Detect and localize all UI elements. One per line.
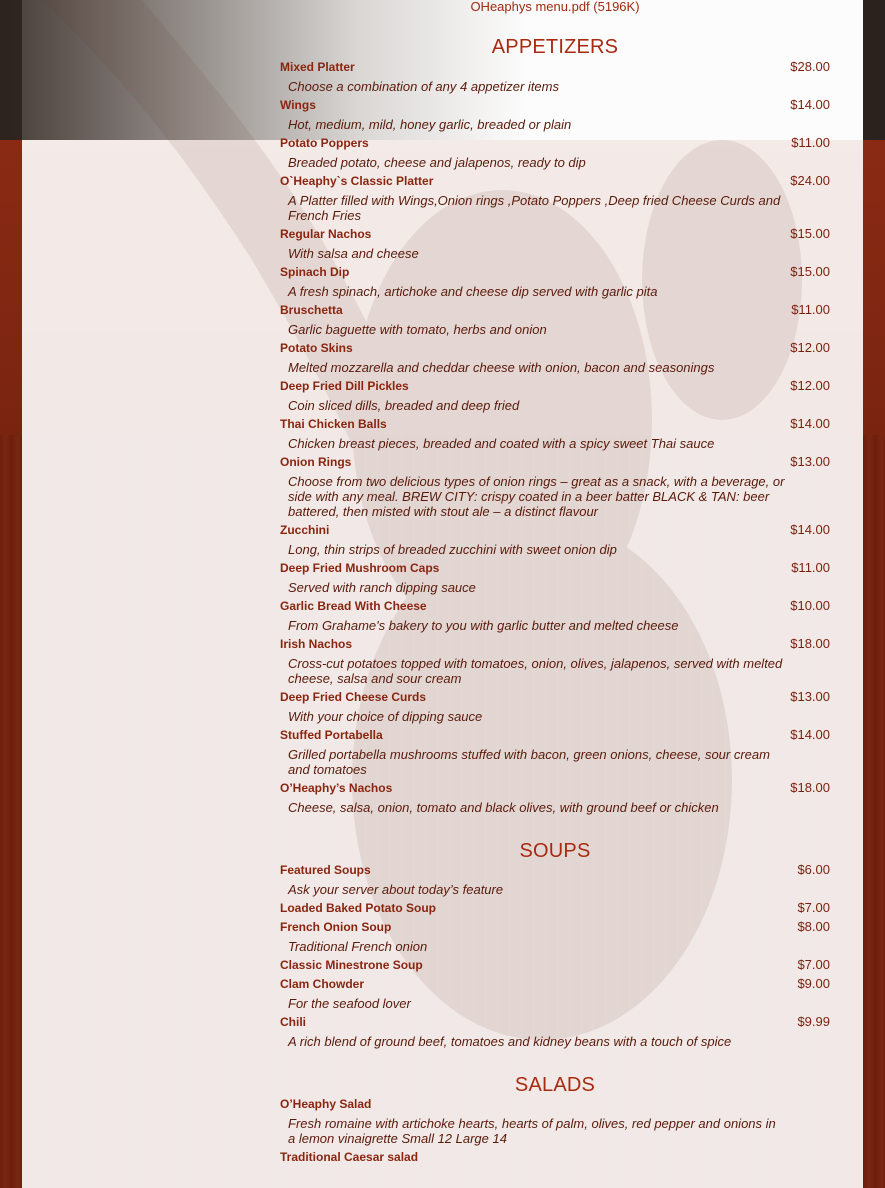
menu-item [280,1097,830,1150]
item-description: Ask your server about today’s feature [288,882,504,897]
item-name: Irish Nachos [280,637,353,651]
menu-item [280,523,830,561]
item-name: Thai Chicken Balls [280,417,387,431]
menu-section-soups [280,839,830,1053]
item-price: $12.00 [790,340,830,355]
section-title: APPETIZERS [491,36,619,58]
item-description: Garlic baguette with tomato, herbs and onion [288,322,547,337]
item-description: Cheese, salsa, onion, tomato and black olives, with ground beef or chicken [288,800,719,815]
item-price: $14.00 [790,522,830,537]
item-description: Chicken breast pieces, breaded and coated with a spicy sweet Thai sauce [288,436,715,451]
item-name: Wings [280,98,316,112]
item-description: Grilled portabella mushrooms stuffed with bacon, green onions, cheese, sour cream and tomatoes [288,747,770,777]
item-price: $13.00 [790,689,830,704]
item-price: $18.00 [790,636,830,651]
item-name: Deep Fried Cheese Curds [280,690,427,704]
item-description: From Grahame's bakery to you with garlic butter and melted cheese [288,618,679,633]
item-name: O’Heaphy’s Nachos [280,781,393,795]
item-name: Chili [280,1015,306,1029]
item-name: French Onion Soup [280,920,392,934]
item-price: $11.00 [791,302,830,317]
section-title: SALADS [514,1074,596,1096]
menu-item [280,341,830,379]
menu-item [280,599,830,637]
item-price: $11.00 [791,560,830,575]
menu-content [280,0,830,1169]
item-price: $6.00 [797,862,830,877]
item-description: Choose from two delicious types of onion rings – great as a snack, with a beverage, or side with any meal. BREW CITY: crispy coated in a beer batter BLACK & TAN: beer battered, then misted with stout ale – a distinct flavour [288,474,785,519]
menu-item [280,958,830,977]
item-description: For the seafood lover [288,996,411,1011]
item-name: Onion Rings [280,455,352,469]
item-price: $14.00 [790,416,830,431]
item-description: Melted mozzarella and cheddar cheese with onion, bacon and seasonings [288,360,715,375]
item-description: A rich blend of ground beef, tomatoes and kidney beans with a touch of spice [288,1034,732,1049]
item-description: With your choice of dipping sauce [288,709,483,724]
section-title: SOUPS [519,840,591,862]
item-name: Deep Fried Dill Pickles [280,379,409,393]
item-description: Hot, medium, mild, honey garlic, breaded or plain [288,117,572,132]
item-price: $12.00 [790,378,830,393]
item-name: Featured Soups [280,863,371,877]
menu-section-appetizers [280,34,830,819]
item-description: With salsa and cheese [288,246,419,261]
menu-item [280,379,830,417]
item-name: Mixed Platter [280,60,355,74]
item-price: $11.00 [791,135,830,150]
item-name: Clam Chowder [280,977,365,991]
menu-item [280,901,830,920]
item-name: Traditional Caesar salad [280,1150,419,1164]
item-name: Garlic Bread With Cheese [280,599,427,613]
item-description: Fresh romaine with artichoke hearts, hearts of palm, olives, red pepper and onions in a lemon vinaigrette Small 12 Large 14 [288,1116,776,1146]
menu-item [280,60,830,98]
item-price: $14.00 [790,97,830,112]
menu-section-salads [280,1073,830,1169]
item-price: $8.00 [797,919,830,934]
menu-item [280,561,830,599]
pdf-download-link[interactable]: OHeaphys menu.pdf (5196K) [470,0,640,14]
menu-item [280,227,830,265]
item-price: $7.00 [797,957,830,972]
item-price: $28.00 [790,59,830,74]
menu-item [280,690,830,728]
menu-item [280,174,830,227]
item-description: Coin sliced dills, breaded and deep fried [288,398,520,413]
item-price: $15.00 [790,226,830,241]
menu-item [280,303,830,341]
item-description: Long, thin strips of breaded zucchini with sweet onion dip [288,542,617,557]
item-price: $7.00 [797,900,830,915]
menu-item [280,977,830,1015]
item-description: Cross-cut potatoes topped with tomatoes, onion, olives, jalapenos, served with melted cheese, salsa and sour cream [288,656,783,686]
item-description: A Platter filled with Wings,Onion rings ,Potato Poppers ,Deep fried Cheese Curds and French Fries [288,193,781,223]
item-price: $15.00 [790,264,830,279]
item-name: Regular Nachos [280,227,372,241]
menu-item [280,417,830,455]
item-price: $13.00 [790,454,830,469]
item-name: Spinach Dip [280,265,350,279]
menu-item [280,455,830,523]
item-name: O`Heaphy`s Classic Platter [280,174,434,188]
item-name: Deep Fried Mushroom Caps [280,561,440,575]
item-name: Zucchini [280,523,330,537]
item-price: $10.00 [790,598,830,613]
menu-item [280,637,830,690]
menu-item [280,265,830,303]
item-description: Breaded potato, cheese and jalapenos, ready to dip [288,155,586,170]
menu-item [280,1150,830,1169]
item-description: A fresh spinach, artichoke and cheese dip served with garlic pita [288,284,658,299]
item-price: $9.99 [797,1014,830,1029]
item-name: O’Heaphy Salad [280,1097,372,1111]
item-name: Classic Minestrone Soup [280,958,423,972]
item-name: Bruschetta [280,303,343,317]
item-price: $24.00 [790,173,830,188]
item-price: $18.00 [790,780,830,795]
item-description: Served with ranch dipping sauce [288,580,476,595]
menu-item [280,920,830,958]
item-price: $14.00 [790,727,830,742]
item-description: Traditional French onion [288,939,428,954]
menu-item [280,863,830,901]
menu-item [280,136,830,174]
item-name: Stuffed Portabella [280,728,383,742]
menu-item [280,98,830,136]
item-price: $9.00 [797,976,830,991]
menu-item [280,728,830,781]
menu-item [280,781,830,819]
menu-item [280,1015,830,1053]
item-name: Potato Poppers [280,136,369,150]
item-description: Choose a combination of any 4 appetizer items [288,79,559,94]
item-name: Loaded Baked Potato Soup [280,901,437,915]
item-name: Potato Skins [280,341,353,355]
